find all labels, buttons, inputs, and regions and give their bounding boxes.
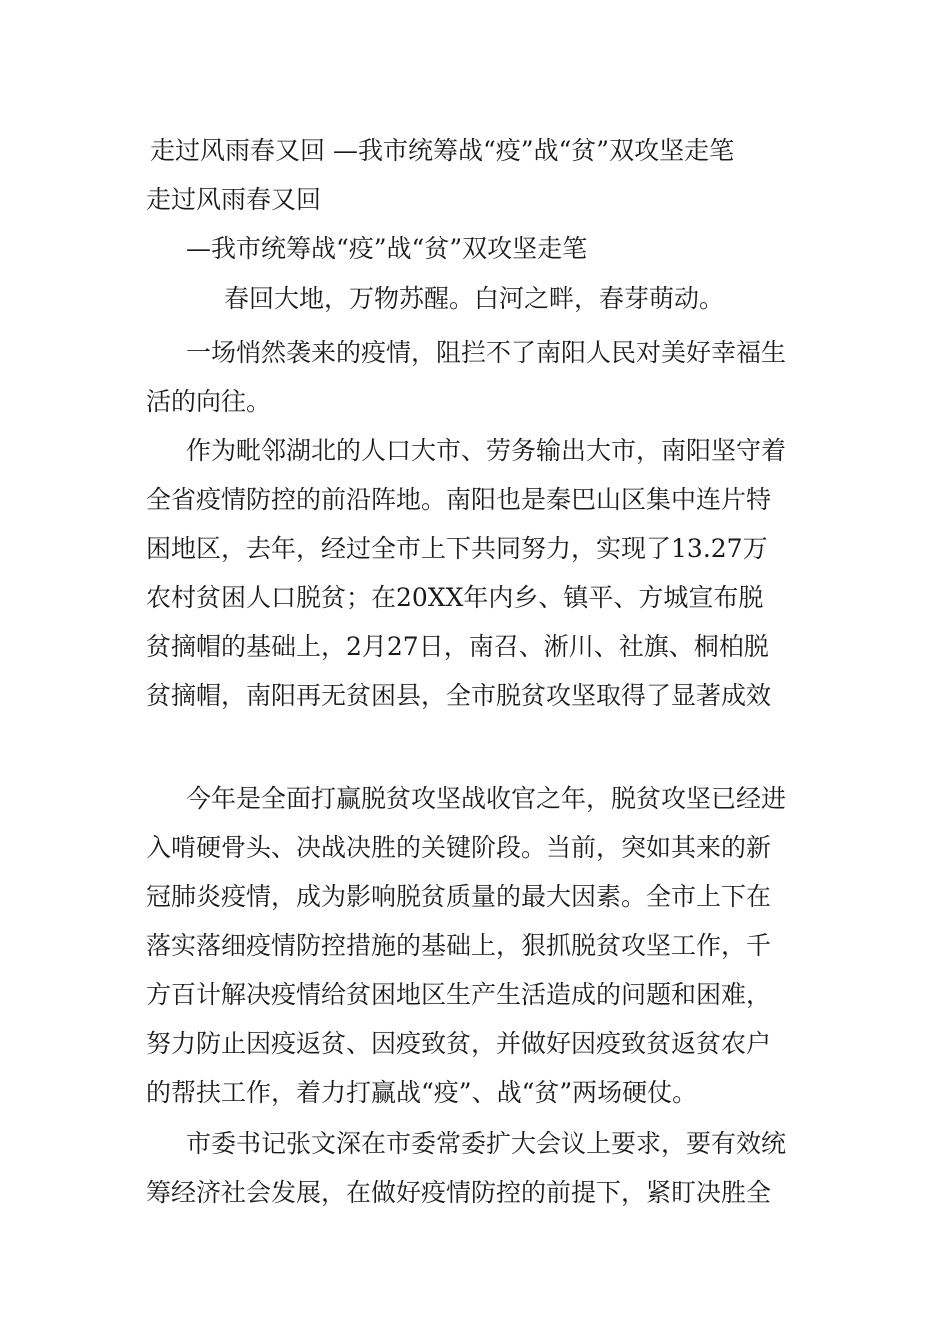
paragraph-line: 贫摘帽的基础上，2月27日，南召、淅川、社旗、桐柏脱	[146, 632, 769, 661]
paragraph-line: 落实落细疫情防控措施的基础上，狠抓脱贫攻坚工作，千	[146, 931, 772, 960]
paragraph-line: 的帮扶工作，着力打赢战“疫”、战“贫”两场硬仗。	[146, 1078, 698, 1107]
paragraph-line: 困地区，去年，经过全市上下共同努力，实现了13.27万	[146, 534, 768, 563]
document-subtitle: —我市统筹战“疫”战“贫”双攻坚走笔	[186, 234, 588, 263]
paragraph-line: 贫摘帽，南阳再无贫困县，全市脱贫攻坚取得了显著成效	[146, 681, 772, 710]
paragraph-line: 全省疫情防控的前沿阵地。南阳也是秦巴山区集中连片特	[146, 485, 772, 514]
paragraph-line: 作为毗邻湖北的人口大市、劳务输出大市，南阳坚守着	[186, 436, 787, 465]
paragraph-line: 冠肺炎疫情，成为影响脱贫质量的最大因素。全市上下在	[146, 882, 772, 911]
paragraph-line: 筹经济社会发展，在做好疫情防控的前提下，紧盯决胜全	[146, 1178, 772, 1207]
paragraph-line: 春回大地，万物苏醒。白河之畔，春芽萌动。	[224, 284, 725, 313]
paragraph-line: 努力防止因疫返贫、因疫致贫，并做好因疫致贫返贫农户	[146, 1029, 772, 1058]
paragraph-line: 活的向往。	[146, 387, 272, 416]
paragraph-line: 方百计解决疫情给贫困地区生产生活造成的问题和困难，	[146, 980, 772, 1009]
paragraph-line: 今年是全面打赢脱贫攻坚战收官之年，脱贫攻坚已经进	[186, 784, 787, 813]
document-title: 走过风雨春又回	[146, 185, 322, 214]
header-line: 走过风雨春又回 —我市统筹战“疫”战“贫”双攻坚走笔	[150, 136, 735, 165]
paragraph-line: 市委书记张文深在市委常委扩大会议上要求，要有效统	[186, 1129, 787, 1158]
paragraph-line: 一场悄然袭来的疫情，阻拦不了南阳人民对美好幸福生	[186, 338, 787, 367]
paragraph-line: 入啃硬骨头、决战决胜的关键阶段。当前，突如其来的新	[146, 833, 772, 862]
paragraph-line: 农村贫困人口脱贫；在20XX年内乡、镇平、方城宣布脱	[146, 583, 764, 612]
